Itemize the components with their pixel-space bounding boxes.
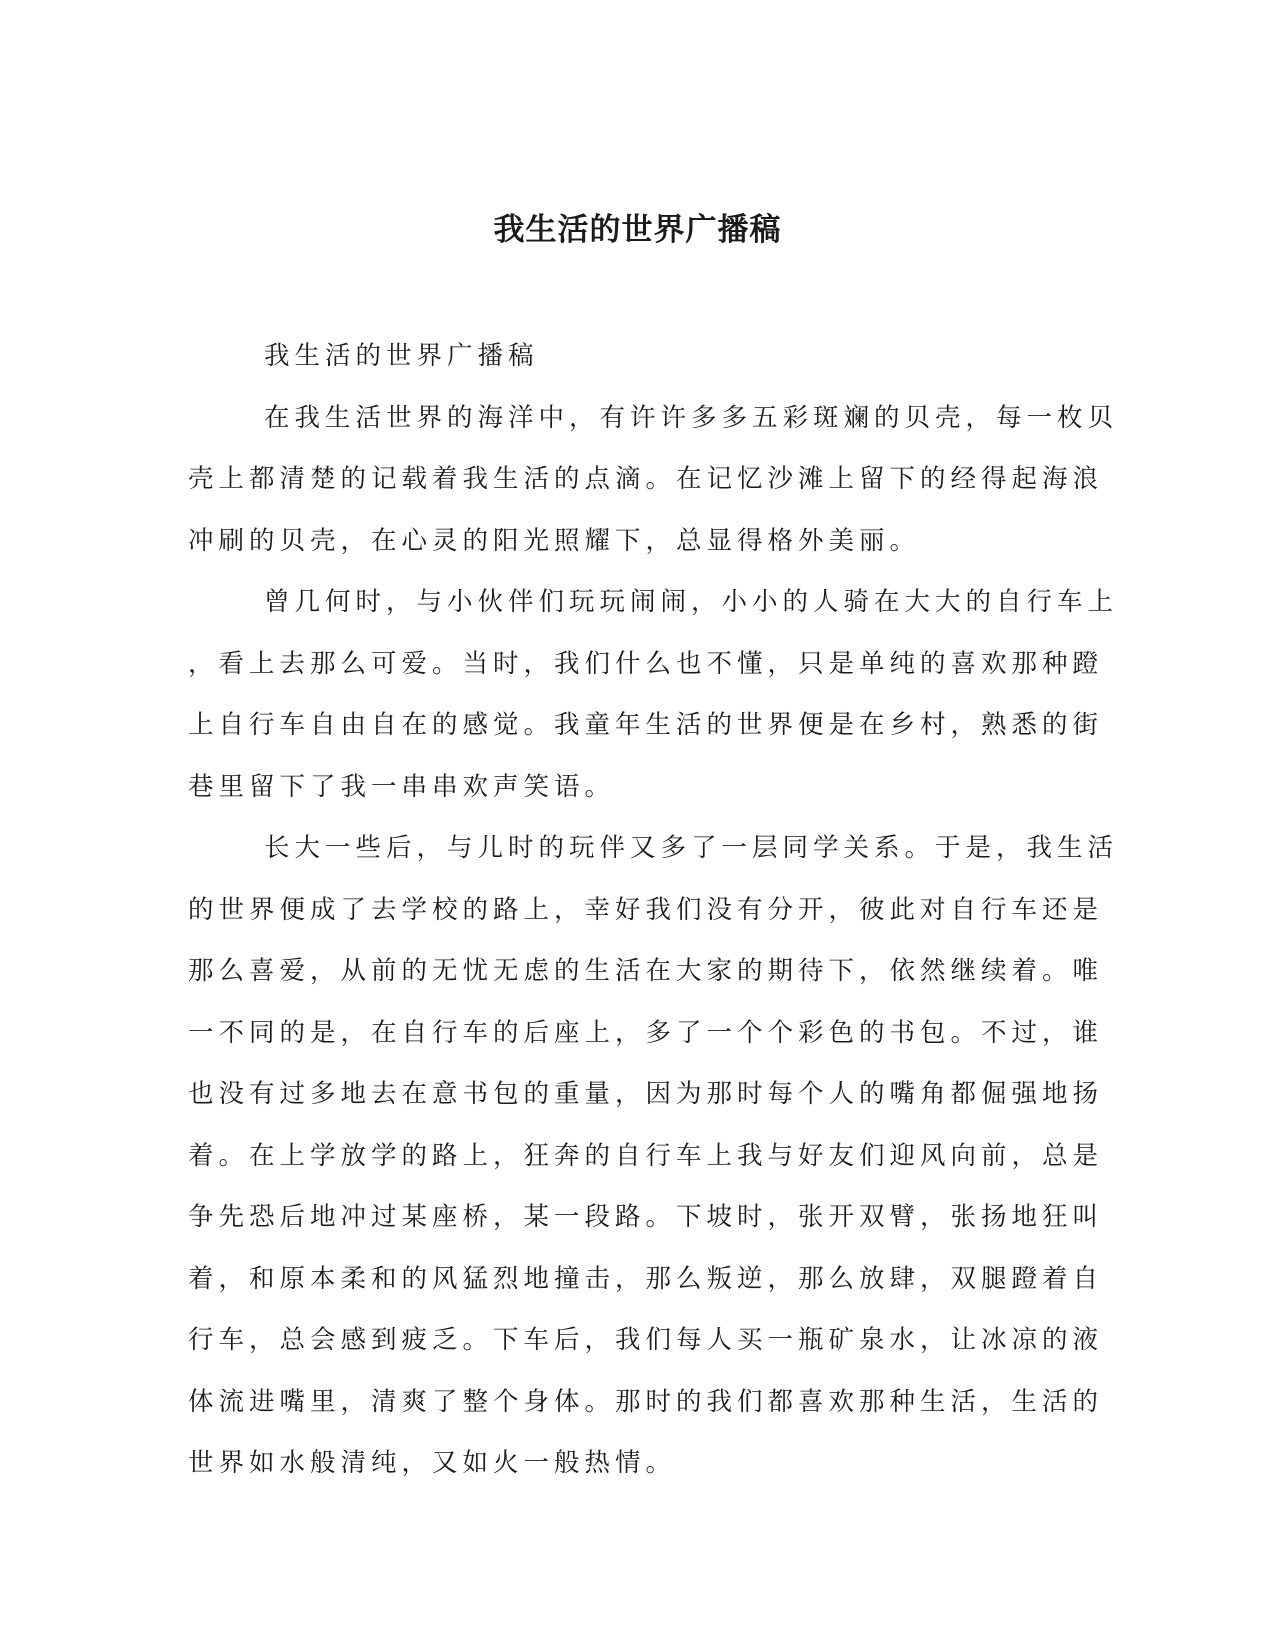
document-title: 我生活的世界广播稿 <box>493 212 782 248</box>
text-line: 巷里留下了我一串串欢声笑语。 <box>188 771 616 802</box>
text-line: 上自行车自由自在的感觉。我童年生活的世界便是在乡村，熟悉的街 <box>188 710 1104 740</box>
text-line: 一不同的是，在自行车的后座上，多了一个个彩色的书包。不过，谁 <box>188 1017 1104 1048</box>
subtitle-line: 我生活的世界广播稿 <box>264 341 539 371</box>
text-line: 的世界便成了去学校的路上，幸好我们没有分开，彼此对自行车还是 <box>188 894 1104 925</box>
text-line: 争先恐后地冲过某座桥，某一段路。下坡时，张开双臂，张扬地狂叫 <box>188 1202 1104 1232</box>
document-body <box>188 326 1119 1495</box>
text-line: 曾几何时，与小伙伴们玩玩闹闹，小小的人骑在大大的自行车上 <box>264 587 1119 617</box>
paragraph-3 <box>188 818 1119 1495</box>
text-line: 也没有过多地去在意书包的重量，因为那时每个人的嘴角都倔强地扬 <box>188 1079 1104 1109</box>
text-line: 世界如水般清纯，又如火一般热情。 <box>188 1448 677 1478</box>
text-line: 那么喜爱，从前的无忧无虑的生活在大家的期待下，依然继续着。唯 <box>188 956 1104 986</box>
text-line: 行车，总会感到疲乏。下车后，我们每人买一瓶矿泉水，让冰凉的液 <box>188 1325 1104 1355</box>
text-line: 着，和原本柔和的风猛烈地撞击，那么叛逆，那么放肆，双腿蹬着自 <box>188 1263 1104 1294</box>
text-line: 体流进嘴里，清爽了整个身体。那时的我们都喜欢那种生活，生活的 <box>188 1386 1104 1417</box>
text-line: ，看上去那么可爱。当时，我们什么也不懂，只是单纯的喜欢那种蹬 <box>188 648 1104 679</box>
paragraph-2 <box>188 572 1119 818</box>
text-line: 在我生活世界的海洋中，有许许多多五彩斑斓的贝壳，每一枚贝 <box>264 402 1119 433</box>
document-subtitle <box>188 326 1068 388</box>
text-line: 冲刷的贝壳，在心灵的阳光照耀下，总显得格外美丽。 <box>188 525 921 556</box>
text-line: 壳上都清楚的记载着我生活的点滴。在记忆沙滩上留下的经得起海浪 <box>188 464 1104 494</box>
paragraph-1 <box>188 388 1119 573</box>
text-line: 着。在上学放学的路上，狂奔的自行车上我与好友们迎风向前，总是 <box>188 1140 1104 1171</box>
text-line: 长大一些后，与儿时的玩伴又多了一层同学关系。于是，我生活 <box>264 833 1119 863</box>
